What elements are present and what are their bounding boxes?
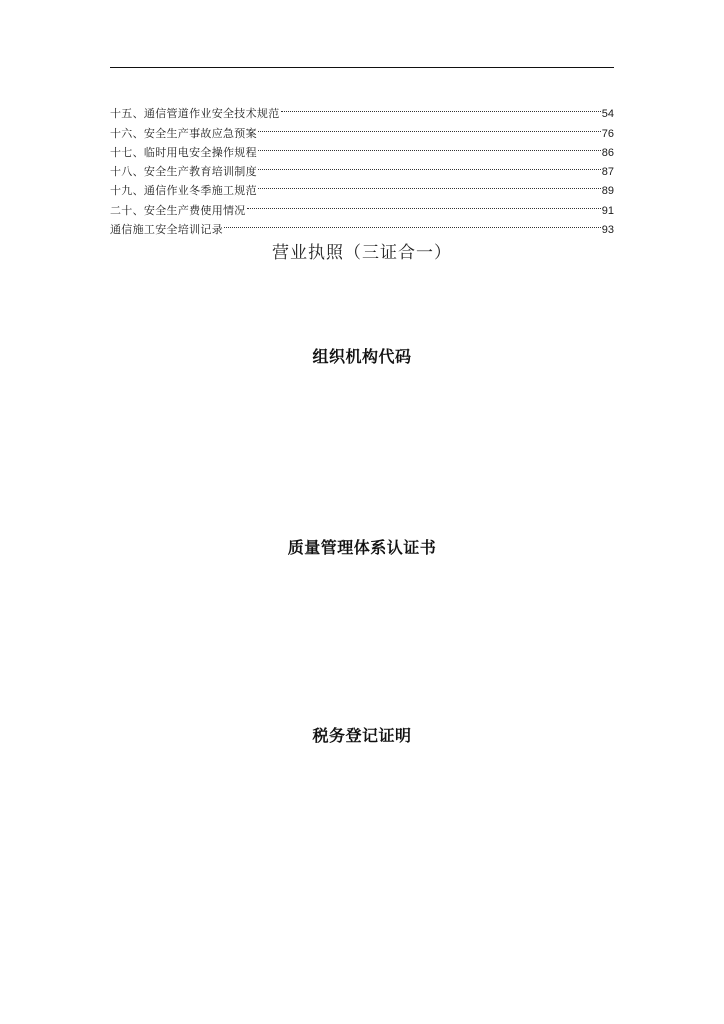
toc-entry-page: 87 [601,166,614,179]
table-of-contents [110,98,614,237]
toc-dot-leader [258,137,601,156]
toc-dot-leader [281,98,601,117]
toc-entry-page: 86 [601,146,614,159]
toc-entry-title: 十七、临时用电安全操作规程 [110,145,257,159]
toc-entry-title: 二十、安全生产费使用情况 [110,203,246,217]
toc-entry-page: 91 [601,204,614,217]
toc-entry-page: 76 [601,127,614,140]
toc-entry-title: 十八、安全生产教育培训制度 [110,165,257,179]
toc-dot-leader [258,175,601,194]
tax-registration-heading: 税务登记证明 [312,726,412,745]
toc-dot-leader [258,117,601,136]
toc-entry-title: 通信施工安全培训记录 [110,223,223,237]
header-rule [110,67,614,68]
toc-entry-page: 54 [601,108,614,121]
toc-entry-title: 十六、安全生产事故应急预案 [110,126,257,140]
toc-dot-leader [224,214,601,233]
org-code-heading: 组织机构代码 [312,347,412,366]
toc-entry[interactable] [110,98,614,121]
toc-dot-leader [258,156,601,175]
toc-dot-leader [247,194,601,213]
toc-entry-page: 93 [601,224,614,237]
toc-entry-title: 十五、通信管道作业安全技术规范 [110,107,280,121]
business-license-heading: 营业执照（三证合一） [272,243,452,263]
toc-entry-page: 89 [601,185,614,198]
quality-cert-heading: 质量管理体系认证书 [287,538,437,557]
toc-entry-title: 十九、通信作业冬季施工规范 [110,184,257,198]
